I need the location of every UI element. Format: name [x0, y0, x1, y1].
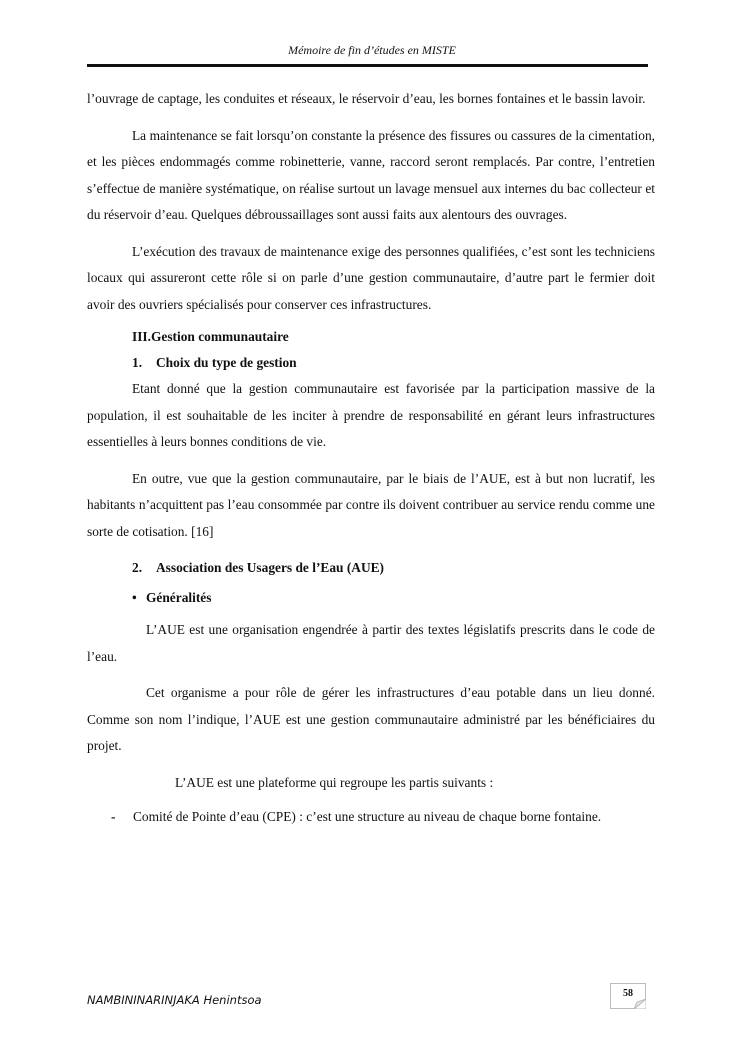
page-content	[87, 86, 655, 831]
section-title: Gestion communautaire	[150, 329, 289, 344]
subsection-number: 2.	[132, 560, 143, 575]
paragraph-4: Etant donné que la gestion communautaire est favorisée par la participation massive de la population, il est souhaitable de les inciter à prendre de responsabilité en gérant leurs infrastructures essentielles à leurs bonnes conditions de vie.	[87, 381, 655, 449]
page-curl-icon	[634, 999, 646, 1009]
footer-author: NAMBININARINJAKA Henintsoa	[87, 993, 262, 1007]
subsection-heading-2	[87, 555, 655, 581]
subsection-number: 1.	[132, 355, 143, 370]
page-number-box	[610, 983, 646, 1009]
list-item	[87, 804, 655, 831]
page-number: 58	[623, 988, 633, 999]
subsection-title: Association des Usagers de l’Eau (AUE)	[156, 560, 385, 575]
bullet-icon: •	[132, 590, 137, 605]
paragraph-1: l’ouvrage de captage, les conduites et réseaux, le réservoir d’eau, les bornes fontaines et le bassin lavoir.	[87, 91, 646, 106]
paragraph-6: L’AUE est une organisation engendrée à partir des textes législatifs prescrits dans le code de l’eau.	[87, 622, 655, 664]
paragraph-7: Cet organisme a pour rôle de gérer les infrastructures d’eau potable dans un lieu donné. Comme son nom l’indique, l’AUE est une gestion communautaire administré par les bénéficiaires du projet.	[87, 685, 655, 753]
paragraph-2: La maintenance se fait lorsqu’on constante la présence des fissures ou cassures de la cimentation, et les pièces endommagés comme robinetterie, vanne, raccord seront remplacés. Par contre, l’entretien s’effectue de manière systématique, on réalise surtout un lavage mensuel aux internes du bac collecteur et du réservoir d’eau. Quelques débroussaillages sont aussi faits aux alentours des ouvrages.	[87, 127, 655, 222]
list-item-text: Comité de Pointe d’eau (CPE) : c’est une structure au niveau de chaque borne fontaine.	[133, 809, 602, 824]
section-number: III.	[132, 329, 151, 344]
bullet-heading	[87, 585, 655, 611]
paragraph-8: L’AUE est une plateforme qui regroupe les partis suivants :	[175, 774, 494, 790]
bullet-heading-text: Généralités	[146, 590, 212, 605]
section-heading-iii	[87, 324, 655, 350]
subsection-title: Choix du type de gestion	[156, 355, 297, 370]
paragraph-3: L’exécution des travaux de maintenance exige des personnes qualifiées, c’est sont les techniciens locaux qui assureront cette rôle si on parle d’une gestion communautaire, d’autre part le fermier doit avoir des ouvriers spécialisés pour conserver ces infrastructures.	[87, 243, 655, 312]
paragraph-5: En outre, vue que la gestion communautaire, par le biais de l’AUE, est à but non lucratif, les habitants n’acquittent pas l’eau consommée par contre ils doivent contribuer au service rendu comme une sorte de cotisation. [16]	[87, 470, 655, 539]
running-header: Mémoire de fin d’études en MISTE	[288, 43, 456, 57]
header-rule	[87, 64, 648, 67]
dash-marker: -	[111, 809, 116, 824]
subsection-heading-1	[87, 350, 655, 376]
